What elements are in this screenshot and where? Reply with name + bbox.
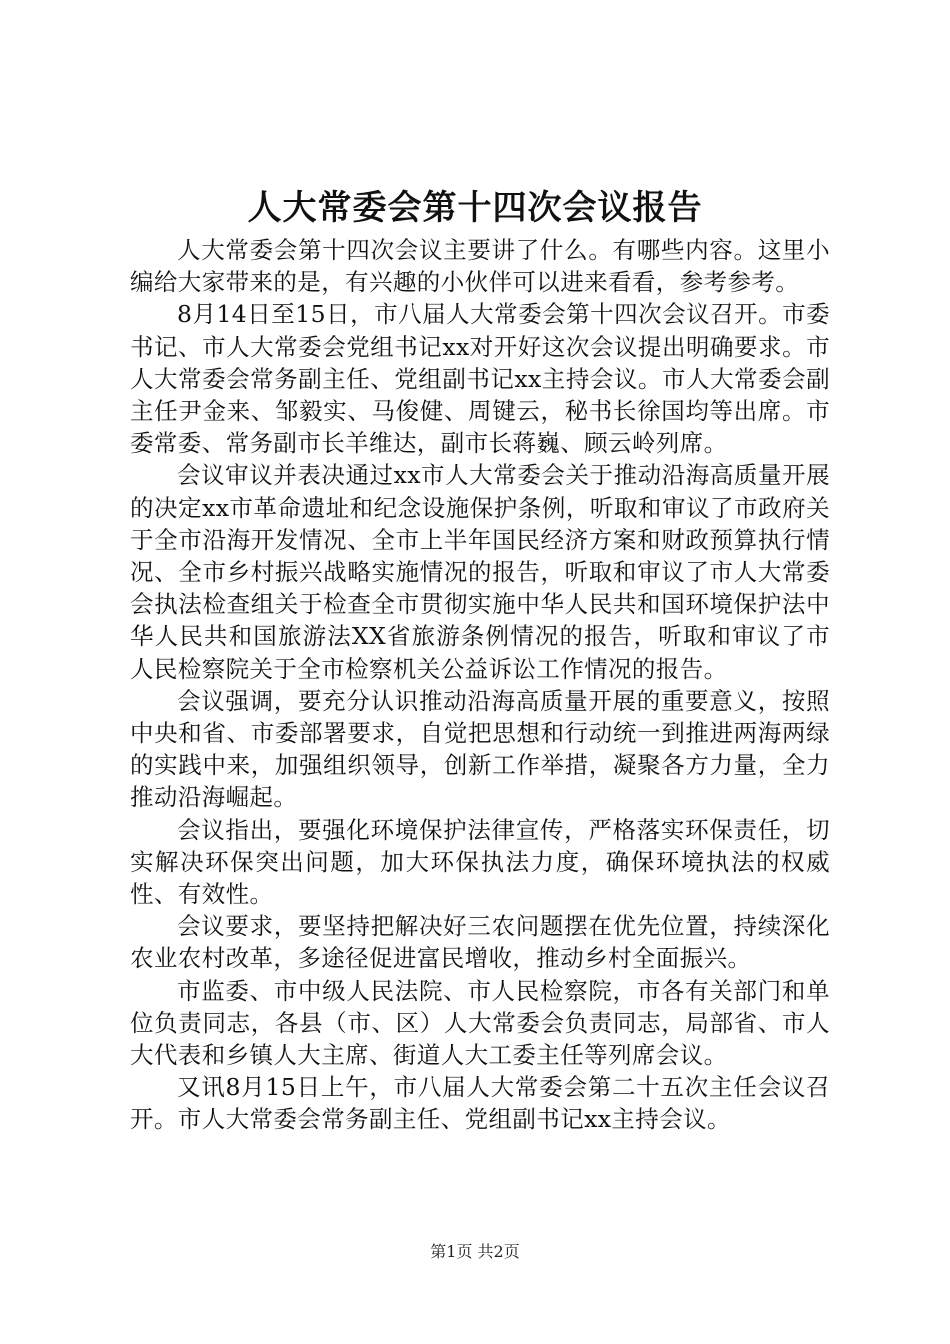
document-body (130, 234, 830, 1136)
paragraph-meeting-opening: 8月14日至15日，市八届人大常委会第十四次会议召开。市委书记、市人大常委会党组书记xx对开好这次会议提出明确要求。市人大常委会常务副主任、党组副书记xx主持会议。市人大常委会副主任尹金来、邹毅实、马俊健、周键云，秘书长徐国均等出席。市委常委、常务副市长羊维达，副市长蒋巍、顾云岭列席。 (130, 300, 830, 458)
paragraph-additional-news: 又讯8月15日上午，市八届人大常委会第二十五次主任会议召开。市人大常委会常务副主任、党组副书记xx主持会议。 (130, 1073, 830, 1134)
document-title: 人大常委会第十四次会议报告 (247, 188, 703, 228)
paragraph-meeting-requirements: 会议要求，要坚持把解决好三农问题摆在优先位置，持续深化农业农村改革，多途径促进富民增收，推动乡村全面振兴。 (130, 912, 830, 973)
paragraph-meeting-agenda: 会议审议并表决通过xx市人大常委会关于推动沿海高质量开展的决定xx市革命遗址和纪念设施保护条例，听取和审议了市政府关于全市沿海开发情况、全市上半年国民经济方案和财政预算执行情况、全市乡村振兴战略实施情况的报告，听取和审议了市人大常委会执法检查组关于检查全市贯彻实施中华人民共和国环境保护法中华人民共和国旅游法XX省旅游条例情况的报告，听取和审议了市人民检察院关于全市检察机关公益诉讼工作情况的报告。 (130, 461, 830, 683)
page-number-footer: 第1页 共2页 (430, 1242, 520, 1261)
paragraph-meeting-emphasis: 会议强调，要充分认识推动沿海高质量开展的重要意义，按照中央和省、市委部署要求，自觉把思想和行动统一到推进两海两绿的实践中来，加强组织领导，创新工作举措，凝聚各方力量，全力推动沿海崛起。 (130, 686, 830, 812)
paragraph-attendees: 市监委、市中级人民法院、市人民检察院，市各有关部门和单位负责同志，各县（市、区）人大常委会负责同志，局部省、市人大代表和乡镇人大主席、街道人大工委主任等列席会议。 (130, 976, 830, 1070)
paragraph-intro: 人大常委会第十四次会议主要讲了什么。有哪些内容。这里小编给大家带来的是，有兴趣的小伙伴可以进来看看，参考参考。 (130, 236, 830, 297)
paragraph-meeting-points: 会议指出，要强化环境保护法律宣传，严格落实环保责任，切实解决环保突出问题，加大环保执法力度，确保环境执法的权威性、有效性。 (130, 815, 830, 909)
